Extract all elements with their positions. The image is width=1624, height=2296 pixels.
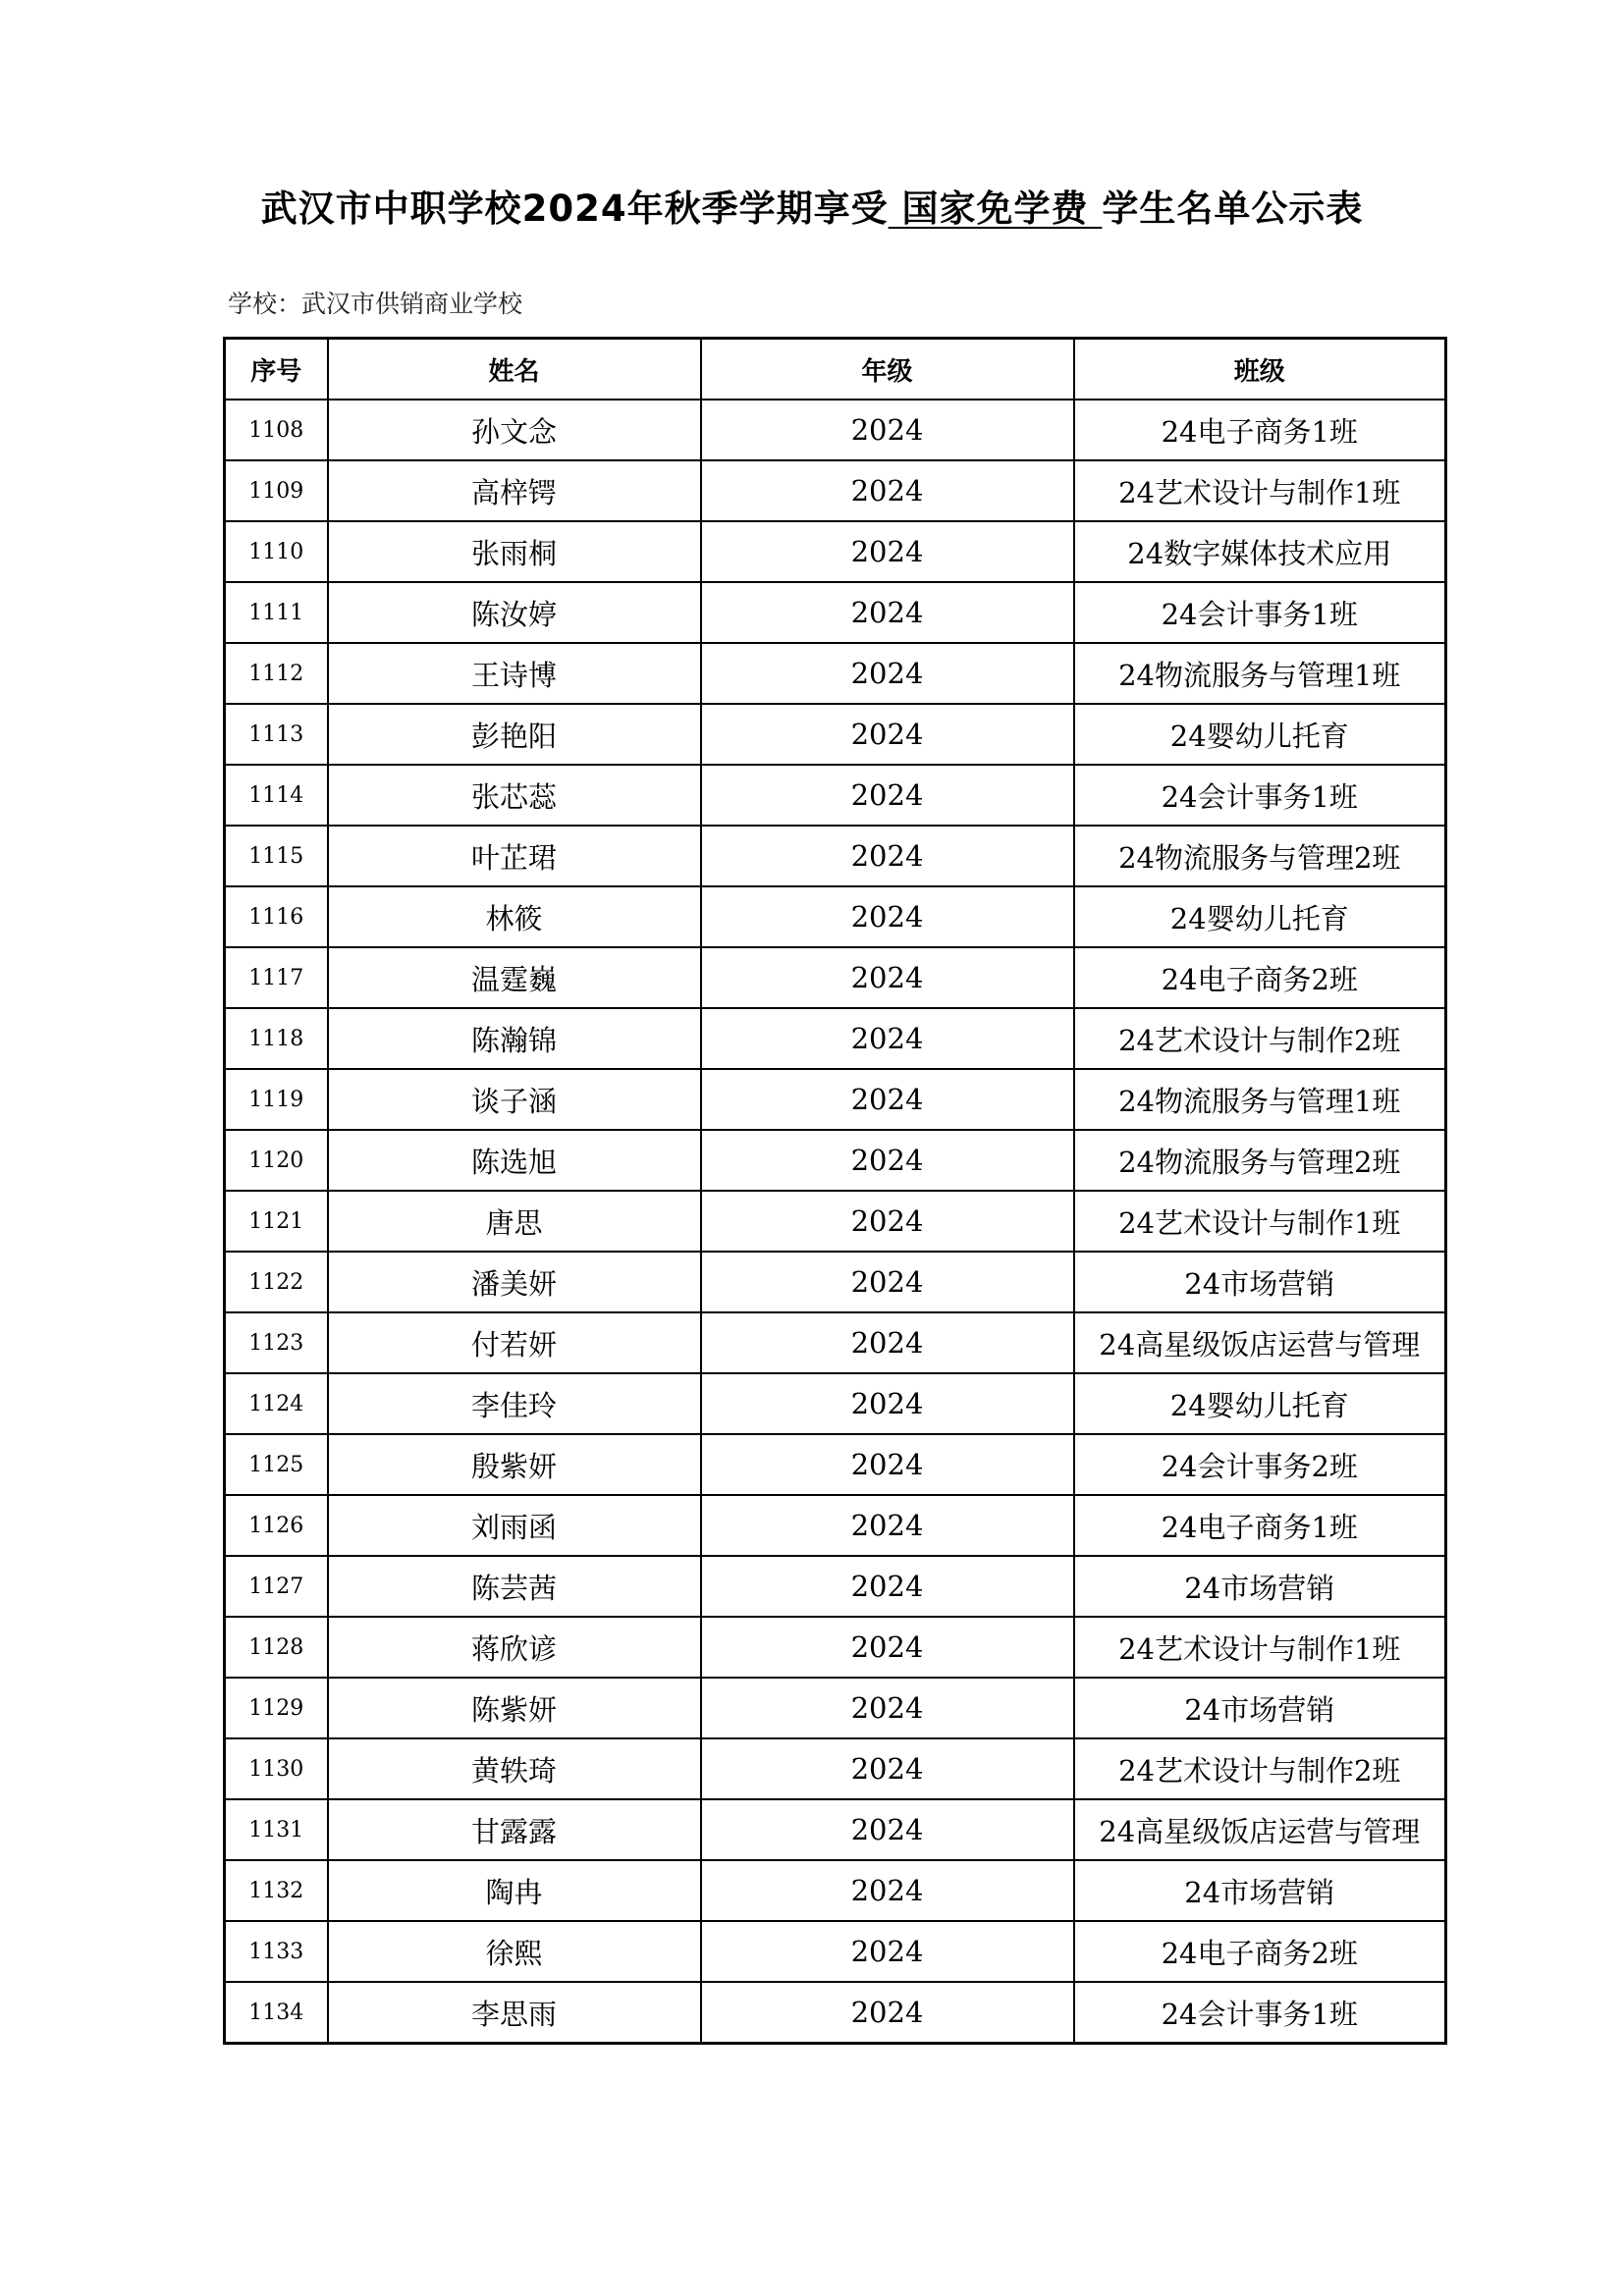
- cell-grade: 2024: [701, 1738, 1074, 1799]
- cell-class: 24数字媒体技术应用: [1074, 521, 1446, 582]
- cell-index: 1129: [225, 1678, 328, 1738]
- cell-name: 李佳玲: [328, 1373, 701, 1434]
- header-class: 班级: [1074, 339, 1446, 400]
- header-index: 序号: [225, 339, 328, 400]
- cell-index: 1118: [225, 1008, 328, 1069]
- cell-class: 24市场营销: [1074, 1252, 1446, 1312]
- cell-index: 1121: [225, 1191, 328, 1252]
- cell-name: 付若妍: [328, 1312, 701, 1373]
- cell-grade: 2024: [701, 1434, 1074, 1495]
- cell-name: 刘雨函: [328, 1495, 701, 1556]
- cell-class: 24电子商务2班: [1074, 1921, 1446, 1982]
- cell-grade: 2024: [701, 765, 1074, 826]
- table-row: [225, 582, 1446, 643]
- cell-index: 1108: [225, 400, 328, 460]
- table-row: [225, 886, 1446, 947]
- school-line: 学校：武汉市供销商业学校: [228, 290, 523, 318]
- cell-class: 24艺术设计与制作2班: [1074, 1738, 1446, 1799]
- table-row: [225, 1860, 1446, 1921]
- cell-name: 谈子涵: [328, 1069, 701, 1130]
- cell-index: 1131: [225, 1799, 328, 1860]
- table-row: [225, 1495, 1446, 1556]
- cell-index: 1109: [225, 460, 328, 521]
- cell-index: 1133: [225, 1921, 328, 1982]
- cell-name: 徐熙: [328, 1921, 701, 1982]
- table-row: [225, 1130, 1446, 1191]
- cell-grade: 2024: [701, 1312, 1074, 1373]
- cell-grade: 2024: [701, 1373, 1074, 1434]
- cell-grade: 2024: [701, 1556, 1074, 1617]
- table-row: [225, 400, 1446, 460]
- table-row: [225, 704, 1446, 765]
- table-row: [225, 460, 1446, 521]
- cell-grade: 2024: [701, 1069, 1074, 1130]
- cell-index: 1111: [225, 582, 328, 643]
- cell-grade: 2024: [701, 521, 1074, 582]
- title-suffix: 学生名单公示表: [1102, 187, 1364, 230]
- cell-class: 24市场营销: [1074, 1678, 1446, 1738]
- cell-name: 张芯蕊: [328, 765, 701, 826]
- cell-grade: 2024: [701, 1921, 1074, 1982]
- cell-class: 24婴幼儿托育: [1074, 704, 1446, 765]
- cell-name: 温霆巍: [328, 947, 701, 1008]
- cell-class: 24电子商务2班: [1074, 947, 1446, 1008]
- cell-grade: 2024: [701, 1191, 1074, 1252]
- cell-name: 林筱: [328, 886, 701, 947]
- student-table: [223, 337, 1447, 2045]
- table-row: [225, 947, 1446, 1008]
- cell-grade: 2024: [701, 1982, 1074, 2044]
- cell-class: 24会计事务1班: [1074, 582, 1446, 643]
- cell-grade: 2024: [701, 582, 1074, 643]
- cell-class: 24高星级饭店运营与管理: [1074, 1799, 1446, 1860]
- cell-class: 24艺术设计与制作1班: [1074, 1191, 1446, 1252]
- cell-name: 孙文念: [328, 400, 701, 460]
- table-row: [225, 1069, 1446, 1130]
- table-row: [225, 1191, 1446, 1252]
- cell-grade: 2024: [701, 1495, 1074, 1556]
- cell-name: 黄轶琦: [328, 1738, 701, 1799]
- cell-index: 1114: [225, 765, 328, 826]
- page-title: [0, 185, 1624, 234]
- cell-name: 彭艳阳: [328, 704, 701, 765]
- cell-index: 1116: [225, 886, 328, 947]
- cell-index: 1127: [225, 1556, 328, 1617]
- table-row: [225, 1252, 1446, 1312]
- table-row: [225, 765, 1446, 826]
- table-row: [225, 1921, 1446, 1982]
- cell-grade: 2024: [701, 704, 1074, 765]
- cell-name: 高梓锷: [328, 460, 701, 521]
- cell-grade: 2024: [701, 947, 1074, 1008]
- cell-name: 陈瀚锦: [328, 1008, 701, 1069]
- cell-name: 蒋欣谚: [328, 1617, 701, 1678]
- table-body: [225, 400, 1446, 2044]
- cell-class: 24物流服务与管理2班: [1074, 1130, 1446, 1191]
- cell-index: 1112: [225, 643, 328, 704]
- cell-name: 张雨桐: [328, 521, 701, 582]
- table-row: [225, 1982, 1446, 2044]
- cell-name: 殷紫妍: [328, 1434, 701, 1495]
- cell-index: 1117: [225, 947, 328, 1008]
- cell-grade: 2024: [701, 1799, 1074, 1860]
- cell-name: 叶芷珺: [328, 826, 701, 886]
- cell-class: 24高星级饭店运营与管理: [1074, 1312, 1446, 1373]
- table-row: [225, 1617, 1446, 1678]
- cell-index: 1130: [225, 1738, 328, 1799]
- cell-class: 24婴幼儿托育: [1074, 886, 1446, 947]
- cell-grade: 2024: [701, 1130, 1074, 1191]
- header-grade: 年级: [701, 339, 1074, 400]
- cell-index: 1120: [225, 1130, 328, 1191]
- table-row: [225, 1556, 1446, 1617]
- cell-index: 1110: [225, 521, 328, 582]
- cell-class: 24会计事务1班: [1074, 765, 1446, 826]
- cell-class: 24婴幼儿托育: [1074, 1373, 1446, 1434]
- cell-name: 陈选旭: [328, 1130, 701, 1191]
- title-underlined: 国家免学费: [888, 187, 1103, 230]
- header-name: 姓名: [328, 339, 701, 400]
- cell-name: 唐思: [328, 1191, 701, 1252]
- cell-index: 1132: [225, 1860, 328, 1921]
- cell-class: 24艺术设计与制作1班: [1074, 460, 1446, 521]
- cell-index: 1123: [225, 1312, 328, 1373]
- table-row: [225, 643, 1446, 704]
- cell-class: 24艺术设计与制作1班: [1074, 1617, 1446, 1678]
- cell-grade: 2024: [701, 460, 1074, 521]
- cell-index: 1115: [225, 826, 328, 886]
- cell-grade: 2024: [701, 1617, 1074, 1678]
- cell-name: 陶冉: [328, 1860, 701, 1921]
- cell-class: 24物流服务与管理1班: [1074, 1069, 1446, 1130]
- cell-index: 1122: [225, 1252, 328, 1312]
- table-row: [225, 1373, 1446, 1434]
- cell-class: 24物流服务与管理1班: [1074, 643, 1446, 704]
- cell-class: 24电子商务1班: [1074, 1495, 1446, 1556]
- cell-class: 24会计事务2班: [1074, 1434, 1446, 1495]
- cell-grade: 2024: [701, 400, 1074, 460]
- cell-index: 1113: [225, 704, 328, 765]
- cell-index: 1125: [225, 1434, 328, 1495]
- cell-name: 李思雨: [328, 1982, 701, 2044]
- table-row: [225, 826, 1446, 886]
- cell-name: 甘露露: [328, 1799, 701, 1860]
- table-row: [225, 1008, 1446, 1069]
- cell-index: 1134: [225, 1982, 328, 2044]
- cell-index: 1128: [225, 1617, 328, 1678]
- cell-name: 王诗博: [328, 643, 701, 704]
- cell-grade: 2024: [701, 886, 1074, 947]
- table-row: [225, 1678, 1446, 1738]
- cell-class: 24艺术设计与制作2班: [1074, 1008, 1446, 1069]
- cell-name: 陈紫妍: [328, 1678, 701, 1738]
- cell-name: 潘美妍: [328, 1252, 701, 1312]
- cell-class: 24电子商务1班: [1074, 400, 1446, 460]
- cell-grade: 2024: [701, 1252, 1074, 1312]
- cell-index: 1126: [225, 1495, 328, 1556]
- cell-grade: 2024: [701, 826, 1074, 886]
- table-row: [225, 1312, 1446, 1373]
- table-row: [225, 1738, 1446, 1799]
- table-header-row: [225, 339, 1446, 400]
- cell-name: 陈汝婷: [328, 582, 701, 643]
- cell-index: 1119: [225, 1069, 328, 1130]
- cell-grade: 2024: [701, 1860, 1074, 1921]
- table-row: [225, 1799, 1446, 1860]
- cell-grade: 2024: [701, 643, 1074, 704]
- cell-grade: 2024: [701, 1678, 1074, 1738]
- cell-class: 24市场营销: [1074, 1860, 1446, 1921]
- title-prefix: 武汉市中职学校2024年秋季学期享受: [260, 187, 889, 230]
- cell-class: 24市场营销: [1074, 1556, 1446, 1617]
- table-row: [225, 1434, 1446, 1495]
- cell-class: 24物流服务与管理2班: [1074, 826, 1446, 886]
- cell-name: 陈芸茜: [328, 1556, 701, 1617]
- table-row: [225, 521, 1446, 582]
- cell-index: 1124: [225, 1373, 328, 1434]
- cell-class: 24会计事务1班: [1074, 1982, 1446, 2044]
- cell-grade: 2024: [701, 1008, 1074, 1069]
